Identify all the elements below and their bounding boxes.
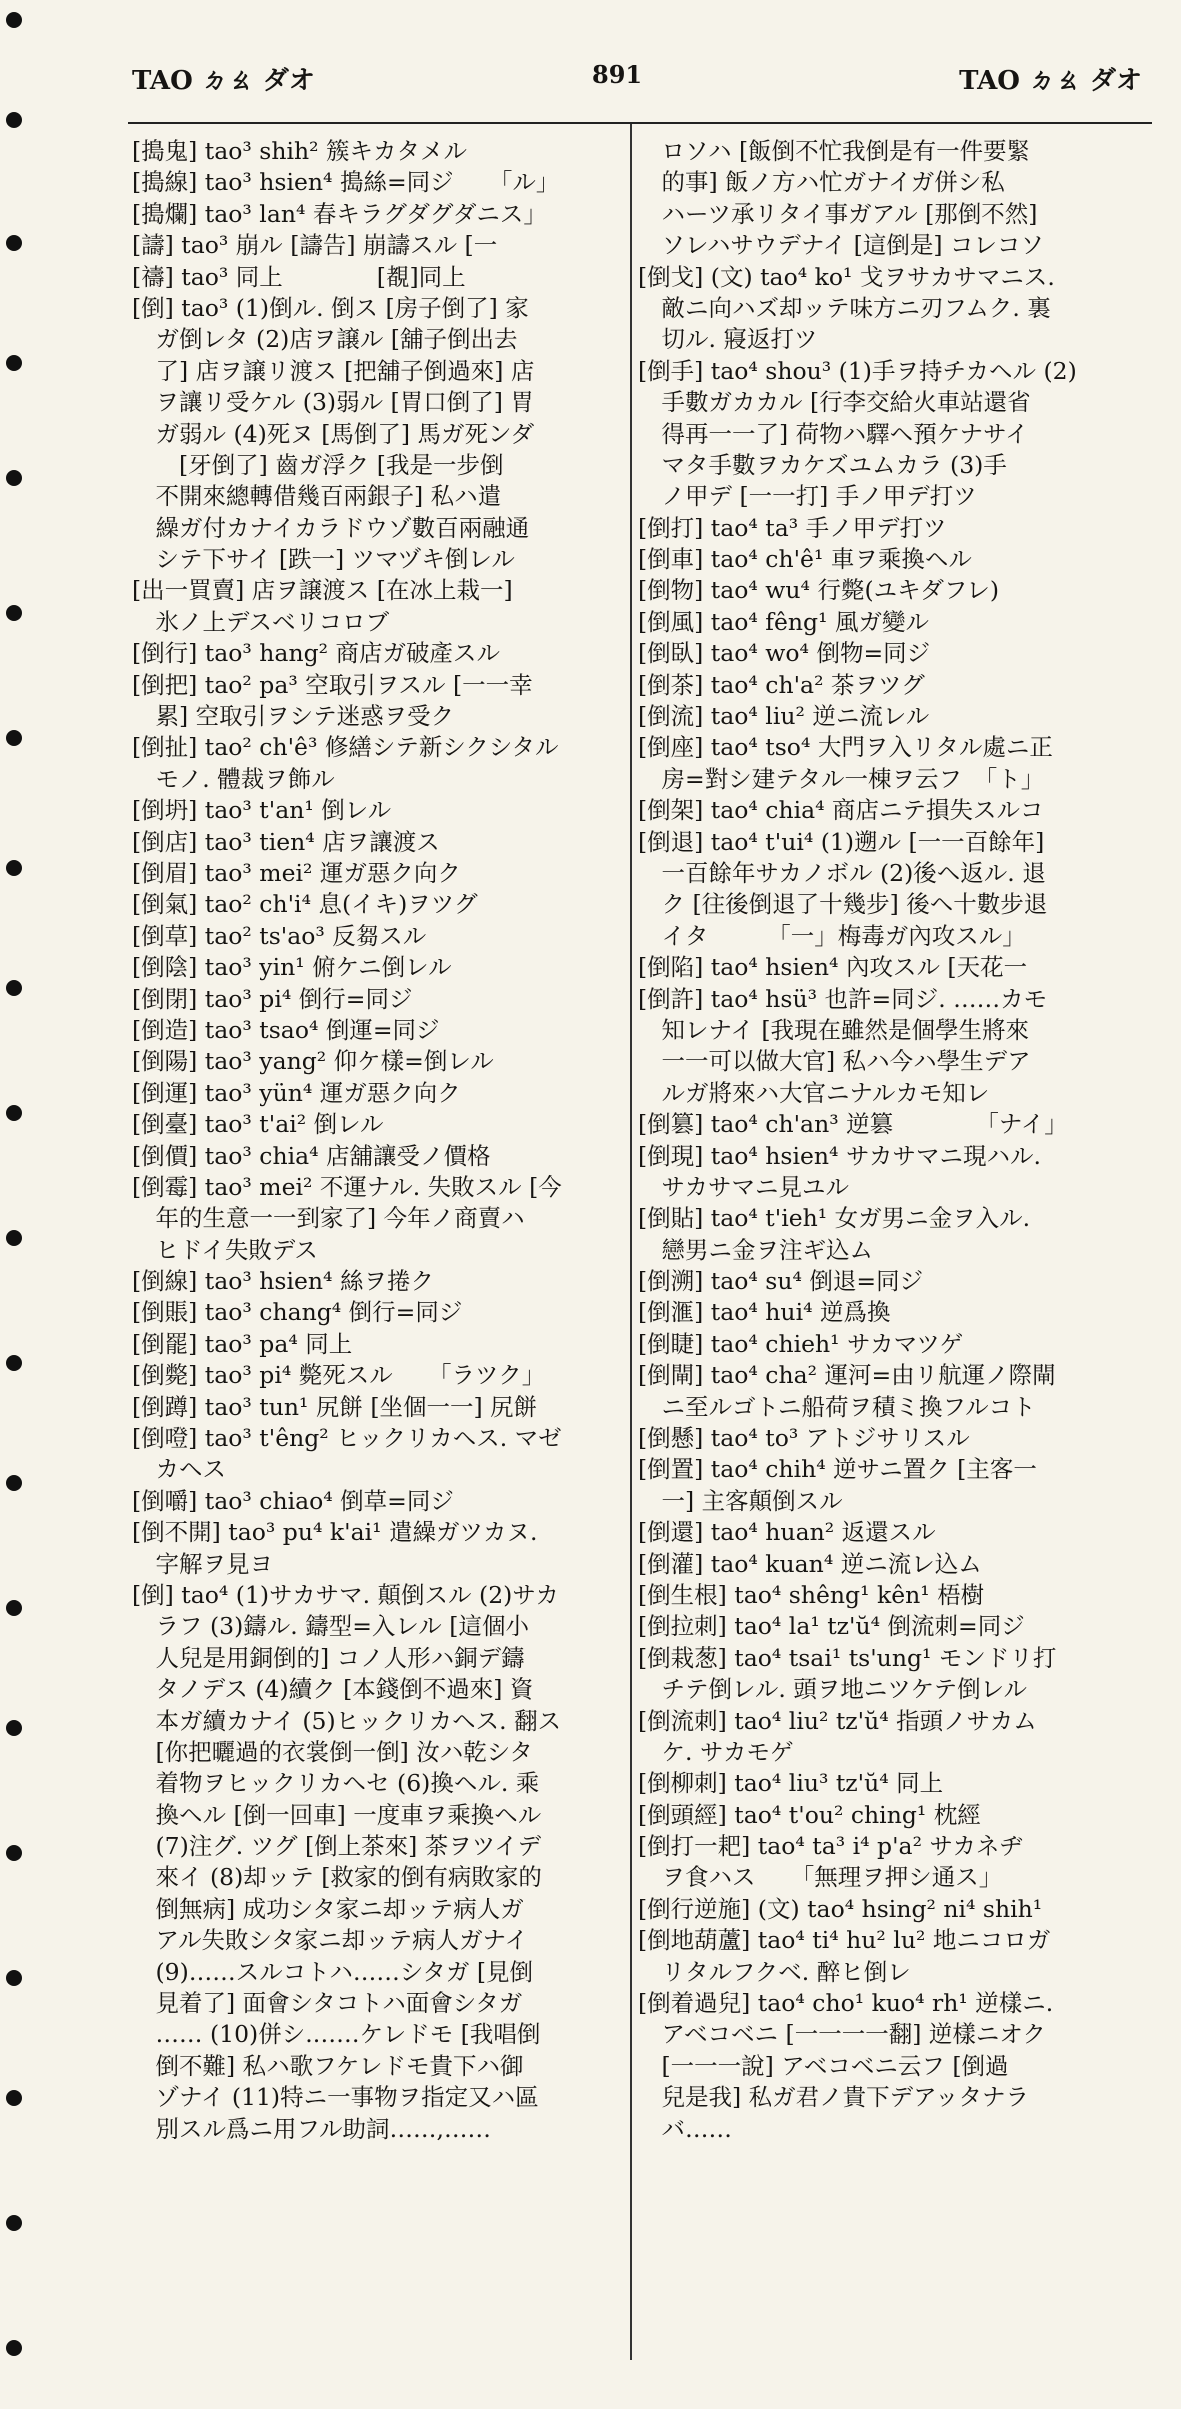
binding-hole <box>6 355 22 371</box>
column-divider <box>630 124 632 2360</box>
entry-line: ルガ將來ハ大官ニナルカモ知レ <box>638 1078 990 1107</box>
entry-line: シテ下サイ [跌一] ツマヅキ倒レル <box>132 545 515 574</box>
entry-line: [倒座] tao⁴ tso⁴ 大門ヲ入リタル處ニ正 <box>638 733 1053 762</box>
entry-line: アベコベニ [一一一一翻] 逆樣ニオク <box>638 2020 1046 2049</box>
entry-line: 累] 空取引ヲシテ迷惑ヲ受ク <box>132 702 455 731</box>
binding-hole <box>6 1230 22 1246</box>
binding-hole <box>6 235 22 251</box>
entry-line: [倒懸] tao⁴ to³ アトジサリスル <box>638 1424 970 1453</box>
entry-line: ニ至ルゴトニ船荷ヲ積ミ換フルコト <box>638 1392 1036 1421</box>
entry-line: 兒是我] 私ガ君ノ貴下デアッタナラ <box>638 2083 1029 2112</box>
entry-line: サカサマニ見ユル <box>638 1172 850 1201</box>
entry-line: [倒地葫蘆] tao⁴ ti⁴ hu² lu² 地ニコロガ <box>638 1926 1051 1955</box>
entry-line: [倒店] tao³ tien⁴ 店ヲ讓渡ス <box>132 827 440 856</box>
entry-line: [倒臥] tao⁴ wo⁴ 倒物=同ジ <box>638 639 931 668</box>
page-number: 891 <box>592 60 643 89</box>
binding-hole <box>6 730 22 746</box>
entry-line: [倒坍] tao³ t'an¹ 倒レル <box>132 796 392 825</box>
entry-line: [倒拉刺] tao⁴ la¹ tz'ŭ⁴ 倒流刺=同ジ <box>638 1612 1025 1641</box>
entry-line: 一一可以做大官] 私ハ今ハ學生デア <box>638 1047 1031 1076</box>
binding-hole <box>6 12 22 28</box>
entry-line: チテ倒レル. 頭ヲ地ニツケテ倒レル <box>638 1675 1028 1704</box>
entry-line: 切ル. 寢返打ツ <box>638 325 818 354</box>
entry-line: [倒眉] tao³ mei² 運ガ惡ク向ク <box>132 858 461 887</box>
entry-line: [倒頭經] tao⁴ t'ou² ching¹ 枕經 <box>638 1800 981 1829</box>
header-rule <box>128 122 1152 124</box>
entry-line: [倒現] tao⁴ hsien⁴ サカサマニ現ハル. <box>638 1141 1041 1170</box>
binding-hole <box>6 605 22 621</box>
entry-line: 繰ガ付カナイカラドウゾ數百兩融通 <box>132 513 530 542</box>
entry-line: 人兒是用銅倒的] コノ人形ハ銅デ鑄 <box>132 1643 525 1672</box>
entry-line: イタ 「一」梅毒ガ內攻スル」 <box>638 921 1026 950</box>
entry-line: [倒行逆施] (文) tao⁴ hsing² ni⁴ shih¹ <box>638 1894 1043 1923</box>
entry-line: [倒嚼] tao³ chiao⁴ 倒草=同ジ <box>132 1486 454 1515</box>
entry-line: [倒還] tao⁴ huan² 返還スル <box>638 1518 936 1547</box>
entry-line: (7)注グ. ツグ [倒上茶來] 茶ヲツイデ <box>132 1832 542 1861</box>
entry-line: 年的生意一一到家了] 今年ノ商賣ハ <box>132 1204 525 1233</box>
entry-line: [倒把] tao² pa³ 空取引ヲスル [一一幸 <box>132 670 533 699</box>
entry-line: ガ弱ル (4)死ヌ [馬倒了] 馬ガ死ンダ <box>132 419 535 448</box>
entry-line: ゾナイ (11)特ニ一事物ヲ指定又ハ區 <box>132 2083 539 2112</box>
binding-hole <box>6 1355 22 1371</box>
header-right: TAO ㄉㄠ ダオ <box>959 66 1142 96</box>
entry-line: [倒價] tao³ chia⁴ 店舖讓受ノ價格 <box>132 1141 491 1170</box>
entry-line: モノ. 體裁ヲ飾ル <box>132 764 335 793</box>
entry-line: 字解ヲ見ヨ <box>132 1549 273 1578</box>
binding-hole <box>6 1600 22 1616</box>
entry-line: 的事] 飯ノ方ハ忙ガナイガ併シ私 <box>638 168 1005 197</box>
entry-line: [倒罷] tao³ pa⁴ 同上 <box>132 1329 353 1358</box>
entry-line: ノ甲デ [一一打] 手ノ甲デ打ツ <box>638 482 977 511</box>
entry-line: [你把曬過的衣裳倒一倒] 汝ハ乾シタ <box>132 1737 533 1766</box>
entry-line: 換ヘル [倒一回車] 一度車ヲ乘換ヘル <box>132 1800 542 1829</box>
entry-line: ラフ (3)鑄ル. 鑄型=入レル [這個小 <box>132 1612 529 1641</box>
entry-line: [倒架] tao⁴ chia⁴ 商店ニテ損失スルコ <box>638 796 1044 825</box>
entry-line: バ…… <box>638 2114 732 2143</box>
entry-line: [倒行] tao³ hang² 商店ガ破產スル <box>132 639 501 668</box>
entry-line: [倒陰] tao³ yin¹ 俯ケニ倒レル <box>132 953 452 982</box>
entry-line: [倒草] tao² ts'ao³ 反芻スル <box>132 921 427 950</box>
binding-hole <box>6 1105 22 1121</box>
entry-line: カヘス <box>132 1455 226 1484</box>
entry-line: [倒滙] tao⁴ hui⁴ 逆爲換 <box>638 1298 891 1327</box>
dictionary-page <box>92 40 1152 2380</box>
entry-line: [倒運] tao³ yün⁴ 運ガ惡ク向ク <box>132 1078 461 1107</box>
entry-line: マタ手數ヲカケズユムカラ (3)手 <box>638 450 1007 479</box>
entry-line: [倒柳刺] tao⁴ liu³ tz'ŭ⁴ 同上 <box>638 1769 944 1798</box>
entry-line: 氷ノ上デスベリコロブ <box>132 607 390 636</box>
entry-line: 戀男ニ金ヲ注ギ込ム <box>638 1235 873 1264</box>
entry-line: アル失敗シタ家ニ却ッテ病人ガナイ <box>132 1926 528 1955</box>
entry-line: [倒閉] tao³ pi⁴ 倒行=同ジ <box>132 984 413 1013</box>
entry-line: ロソハ [飯倒不忙我倒是有一件要緊 <box>638 137 1031 165</box>
entry-line: [倒賬] tao³ chang⁴ 倒行=同ジ <box>132 1298 463 1327</box>
binding-hole <box>6 2090 22 2106</box>
entry-line: [倒打一耙] tao⁴ ta³ i⁴ p'a² サカネヂ <box>638 1832 1023 1861</box>
entry-line: [倒陷] tao⁴ hsien⁴ 內攻スル [天花一 <box>638 953 1028 982</box>
entry-line: 了] 店ヲ譲リ渡ス [把舖子倒過來] 店 <box>132 356 535 385</box>
entry-line: (9)……スルコトハ……シタガ [見倒 <box>132 1957 534 1986</box>
entry-line: 一百餘年サカノボル (2)後ヘ返ル. 退 <box>638 858 1046 887</box>
entry-line: [倒造] tao³ tsao⁴ 倒運=同ジ <box>132 1015 440 1044</box>
entry-line: [倒置] tao⁴ chih⁴ 逆サニ置ク [主客一 <box>638 1455 1037 1484</box>
entry-line: [倒車] tao⁴ ch'ê¹ 車ヲ乘換ヘル <box>638 545 972 574</box>
entry-line: [倒線] tao³ hsien⁴ 絲ヲ捲ク <box>132 1267 434 1296</box>
entry-line: [譸] tao³ 崩ル [譸告] 崩譸スル [一 <box>132 231 498 260</box>
entry-line: [倒斃] tao³ pi⁴ 斃死スル 「ラツク」 <box>132 1361 546 1390</box>
binding-hole <box>6 1475 22 1491</box>
entry-line: 房=對シ建テタル一棟ヲ云フ 「ト」 <box>638 764 1045 793</box>
entry-line: 知レナイ [我現在雖然是個學生將來 <box>638 1015 1029 1044</box>
entry-line: 一] 主客顛倒スル <box>638 1486 843 1515</box>
entry-line: [倒風] tao⁴ fêng¹ 風ガ變ル <box>638 607 929 636</box>
binding-hole <box>6 112 22 128</box>
entry-line: ヒドイ失敗デス <box>132 1235 318 1264</box>
page-header <box>92 40 1152 96</box>
entry-line: [倒茶] tao⁴ ch'a² 茶ヲツグ <box>638 670 925 699</box>
binding-hole <box>6 470 22 486</box>
entry-line: [倒溯] tao⁴ su⁴ 倒退=同ジ <box>638 1267 924 1296</box>
entry-line: ガ倒レタ (2)店ヲ譲ル [舖子倒出去 <box>132 325 518 354</box>
entry-line: [倒着過兒] tao⁴ cho¹ kuo⁴ rh¹ 逆樣ニ. <box>638 1989 1054 2018</box>
entry-line: [倒生根] tao⁴ shêng¹ kên¹ 梧樹 <box>638 1580 985 1609</box>
header-left: TAO ㄉㄠ ダオ <box>132 66 315 96</box>
entry-line: [倒退] tao⁴ t'ui⁴ (1)遡ル [一一百餘年] <box>638 827 1045 856</box>
entry-line: [搗線] tao³ hsien⁴ 搗絲=同ジ 「ル」 <box>132 168 560 197</box>
right-column <box>638 136 1144 2145</box>
entry-line: ク [往後倒退了十幾步] 後ヘ十數步退 <box>638 890 1048 919</box>
entry-line: 敵ニ向ハズ却ッテ味方ニ刃フムク. 裏 <box>638 293 1051 322</box>
entry-line: 本ガ續カナイ (5)ヒックリカヘス. 翻ス <box>132 1706 562 1735</box>
entry-line: [倒臺] tao³ t'ai² 倒レル <box>132 1110 384 1139</box>
entry-line: [倒流] tao⁴ liu² 逆ニ流レル <box>638 702 930 731</box>
binding-hole <box>6 1845 22 1861</box>
entry-line: [倒手] tao⁴ shou³ (1)手ヲ持チカヘル (2) <box>638 356 1077 385</box>
entry-line: …… (10)併シ.……ケレドモ [我唱倒 <box>132 2020 541 2049</box>
entry-line: [倒打] tao⁴ ta³ 手ノ甲デ打ツ <box>638 513 947 542</box>
binding-hole <box>6 980 22 996</box>
entry-line: [倒陽] tao³ yang² 仰ケ樣=倒レル <box>132 1047 494 1076</box>
entry-line: ヲ讓リ受ケル (3)弱ル [胃口倒了] 胃 <box>132 388 534 417</box>
binding-hole <box>6 1970 22 1986</box>
binding-hole <box>6 1720 22 1736</box>
entry-line: 來イ (8)却ッテ [救家的倒有病敗家的 <box>132 1863 542 1892</box>
entry-line: [倒貼] tao⁴ t'ieh¹ 女ガ男ニ金ヲ入ル. <box>638 1204 1031 1233</box>
entry-line: 見着了] 面會シタコトハ面會シタガ <box>132 1989 523 2018</box>
entry-line: 不開來總轉借幾百兩銀子] 私ハ遣 <box>132 482 502 511</box>
entry-line: [倒物] tao⁴ wu⁴ 行斃(ユキダフレ) <box>638 576 1000 605</box>
entry-line: 手數ガカカル [行李交給火車站還省 <box>638 388 1031 417</box>
entry-line: [搗爛] tao³ lan⁴ 春キラグダグダニス」 <box>132 199 547 228</box>
entry-line: 倒不難] 私ハ歌フケレドモ貴下ハ御 <box>132 2051 524 2080</box>
entry-line: ソレハサウデナイ [這倒是] コレコソ <box>638 231 1044 260</box>
entry-line: [一一一說] アベコベニ云フ [倒過 <box>638 2051 1009 2080</box>
entry-line: [倒霉] tao³ mei² 不運ナル. 失敗スル [今 <box>132 1172 562 1201</box>
entry-line: [牙倒了] 齒ガ浮ク [我是一步倒 <box>132 450 504 479</box>
entry-line: ケ. サカモゲ <box>638 1737 794 1766</box>
entry-line: [倒戈] (文) tao⁴ ko¹ 戈ヲサカサマニス. <box>638 262 1055 291</box>
entry-line: [倒栽葱] tao⁴ tsai¹ ts'ung¹ モンドリ打 <box>638 1643 1057 1672</box>
entry-line: [倒許] tao⁴ hsü³ 也許=同ジ. ……カモ <box>638 984 1048 1013</box>
entry-line: ハーツ承リタイ事ガアル [那倒不然] <box>638 199 1038 228</box>
entry-line: 倒無病] 成功シタ家ニ却ッテ病人ガ <box>132 1894 524 1923</box>
entry-line: 得再一一了] 荷物ハ驛ヘ預ケナサイ <box>638 419 1029 448</box>
entry-line: 別スル爲ニ用フル助詞……,…… <box>132 2114 492 2143</box>
entry-line: [倒] tao³ (1)倒ル. 倒ス [房子倒了] 家 <box>132 293 529 322</box>
entry-line: [倒流刺] tao⁴ liu² tz'ŭ⁴ 指頭ノサカム <box>638 1706 1037 1735</box>
entry-line: [倒閘] tao⁴ cha² 運河=由リ航運ノ際閘 <box>638 1361 1056 1390</box>
entry-line: リタルフクベ. 醉ヒ倒レ <box>638 1957 911 1986</box>
entry-line: [倒不開] tao³ pu⁴ k'ai¹ 遣繰ガツカヌ. <box>132 1518 538 1547</box>
entry-line: タノデス (4)續ク [本錢倒不過來] 資 <box>132 1675 534 1704</box>
entry-line: [倒睫] tao⁴ chieh¹ サカマツゲ <box>638 1329 964 1358</box>
binding-hole <box>6 2340 22 2356</box>
entry-line: [禱] tao³ 同上 [覩]同上 <box>132 262 466 291</box>
entry-line: [倒噔] tao³ t'êng² ヒックリカヘス. マゼ <box>132 1424 562 1453</box>
entry-line: [搗鬼] tao³ shih² 簇キカタメル <box>132 137 468 165</box>
binding-hole <box>6 2215 22 2231</box>
entry-line: [倒蹲] tao³ tun¹ 尻餅 [坐個一一] 尻餅 <box>132 1392 538 1421</box>
entry-line: ヲ食ハス 「無理ヲ押シ通ス」 <box>638 1863 1003 1892</box>
left-column <box>132 136 622 2145</box>
entry-line: [倒] tao⁴ (1)サカサマ. 顛倒スル (2)サカ <box>132 1580 559 1609</box>
entry-line: 着物ヲヒックリカヘセ (6)換ヘル. 乘 <box>132 1769 540 1798</box>
entry-line: [倒氣] tao² ch'i⁴ 息(イキ)ヲツグ <box>132 890 478 919</box>
binding-hole <box>6 860 22 876</box>
entry-line: [倒灌] tao⁴ kuan⁴ 逆ニ流レ込ム <box>638 1549 982 1578</box>
binding-holes <box>6 0 28 2409</box>
entry-line: [出一買賣] 店ヲ譲渡ス [在冰上栽一] <box>132 576 513 605</box>
entry-line: [倒扯] tao² ch'ê³ 修繕シテ新シクシタル <box>132 733 559 762</box>
entry-line: [倒篡] tao⁴ ch'an³ 逆篡 「ナイ」 <box>638 1110 1068 1139</box>
